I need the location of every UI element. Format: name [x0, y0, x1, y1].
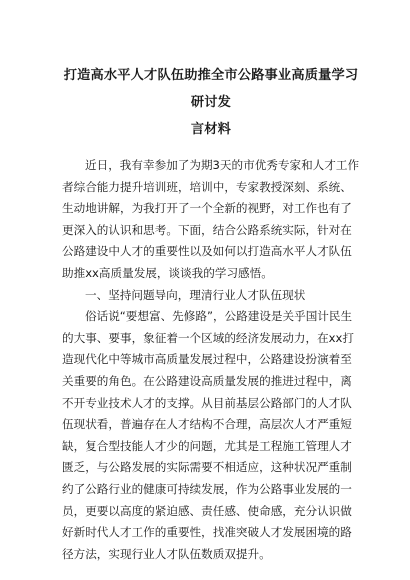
section-heading — [62, 285, 360, 307]
title-line: 打造高水平人才队伍助推全市公路事业高质量学习研讨发 — [63, 68, 359, 110]
text-line: 员，更要以高度的紧迫感、责任感、使命感，充分认识做 — [62, 503, 352, 518]
text-line: 者综合能力提升培训班，培训中，专家教授深刻、系统、 — [62, 179, 352, 194]
text-line: 公路建设中人才的重要性以及如何以打造高水平人才队伍 — [62, 244, 352, 259]
text-line: 关重要的角色。在公路建设高质量发展的推进过程中，离 — [62, 373, 352, 388]
text-line: 一、坚持问题导向，理清行业人才队伍现状 — [85, 287, 306, 302]
text-line: 造现代化中等城市高质量发展过程中，公路建设扮演着至 — [62, 352, 352, 367]
text-line: 近日，我有幸参加了为期3天的市优秀专家和人才工作 — [85, 158, 360, 172]
title-line: 言材料 — [190, 122, 232, 137]
text-line: 不开专业技术人才的支撑。从目前基层公路部门的人才队 — [62, 395, 352, 410]
text-line: 俗话说“要想富、先修路”，公路建设是关乎国计民生 — [85, 309, 353, 324]
text-line: 助推xx高质量发展，谈谈我的学习感悟。 — [62, 265, 273, 280]
text-line: 的大事、要事，象征着一个区域的经济发展动力，在xx打 — [62, 330, 354, 345]
text-line: 约了公路行业的健康可持续发展，作为公路事业发展的一 — [62, 481, 352, 496]
body-paragraph — [62, 155, 360, 285]
document-title — [62, 62, 360, 143]
body-paragraph — [62, 306, 360, 565]
text-line: 伍现状看，普遍存在人才结构不合理，高层次人才严重短 — [62, 417, 352, 432]
text-line: 径方法，实现行业人才队伍数质双提升。 — [62, 546, 271, 561]
document-body — [62, 155, 360, 565]
text-line: 更深入的认识和思考。下面，结合公路系统实际，针对在 — [62, 222, 352, 237]
text-line: 好新时代人才工作的重要性，找准突破人才发展困境的路 — [62, 525, 352, 540]
text-line: 匮乏，与公路发展的实际需要不相适应，这种状况严重制 — [62, 460, 352, 475]
text-line: 缺，复合型技能人才少的问题，尤其是工程施工管理人才 — [62, 438, 352, 453]
text-line: 生动地讲解，为我打开了一个全新的视野，对工作也有了 — [62, 201, 352, 216]
